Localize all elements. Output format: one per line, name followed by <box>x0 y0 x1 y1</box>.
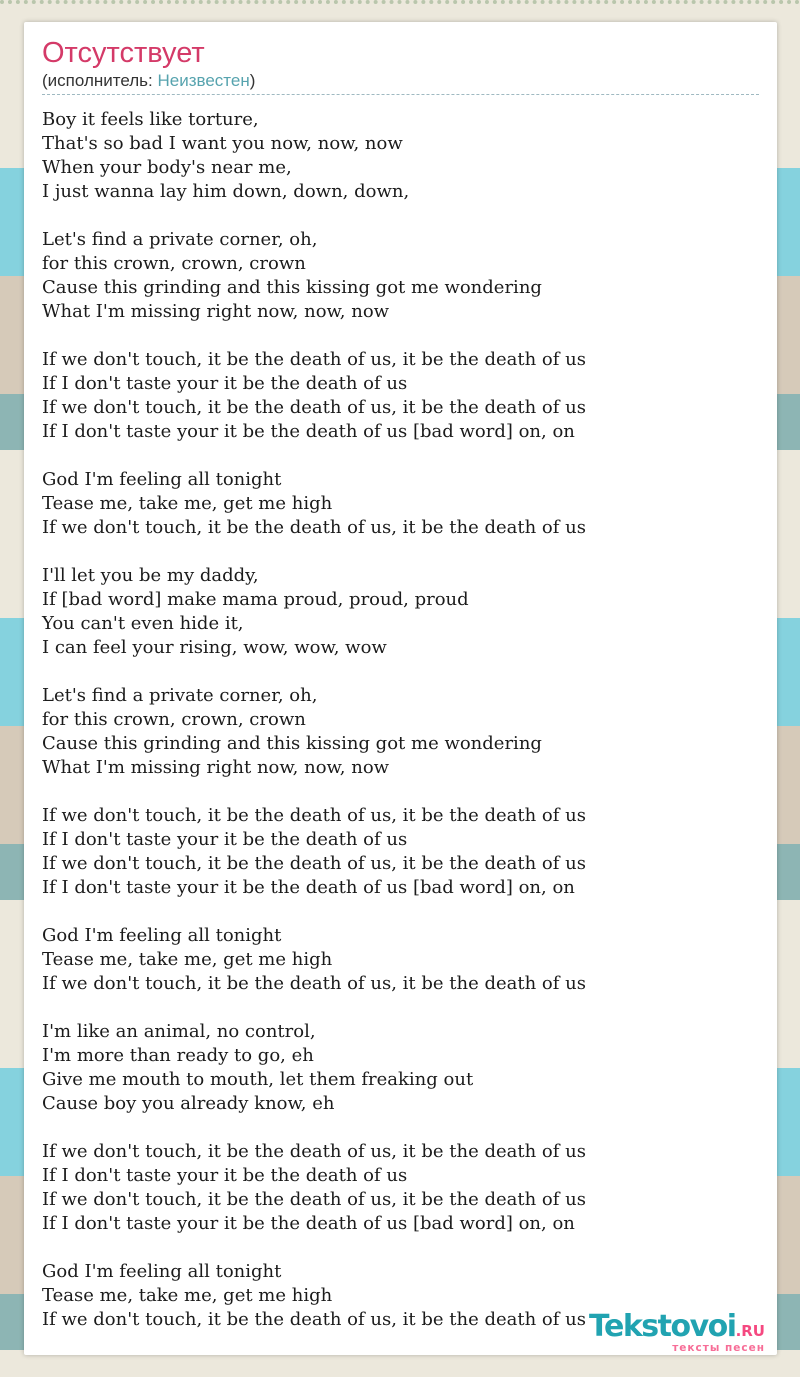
lyric-line: Let's find a private corner, oh, <box>42 685 318 706</box>
lyric-line: If we don't touch, it be the death of us, it be the death of us <box>42 1141 586 1162</box>
lyric-line: for this crown, crown, crown <box>42 709 306 730</box>
lyric-line: When your body's near me, <box>42 157 292 178</box>
lyric-line: If we don't touch, it be the death of us, it be the death of us <box>42 349 586 370</box>
stanza <box>42 684 759 780</box>
lyric-line: God I'm feeling all tonight <box>42 469 282 490</box>
lyric-line: If we don't touch, it be the death of us, it be the death of us <box>42 1189 586 1210</box>
lyric-line: I'm more than ready to go, eh <box>42 1045 314 1066</box>
site-logo-domain: .RU <box>735 1321 765 1340</box>
lyric-line: If we don't touch, it be the death of us, it be the death of us <box>42 517 586 538</box>
lyric-line: Cause boy you already know, eh <box>42 1093 335 1114</box>
top-stitch-border <box>0 0 800 4</box>
lyric-line: If I don't taste your it be the death of us [bad word] on, on <box>42 877 575 898</box>
artist-row <box>42 70 759 95</box>
lyric-line: If I don't taste your it be the death of us <box>42 829 408 850</box>
lyric-line: I'm like an animal, no control, <box>42 1021 316 1042</box>
stanza <box>42 228 759 324</box>
lyric-line: If I don't taste your it be the death of us <box>42 1165 408 1186</box>
stanza <box>42 348 759 444</box>
lyric-line: If [bad word] make mama proud, proud, proud <box>42 589 469 610</box>
lyric-line: If we don't touch, it be the death of us, it be the death of us <box>42 397 586 418</box>
lyric-line: God I'm feeling all tonight <box>42 1261 282 1282</box>
site-logo-wordmark <box>589 1308 765 1344</box>
lyric-line: Tease me, take me, get me high <box>42 1285 333 1306</box>
lyric-line: Tease me, take me, get me high <box>42 493 333 514</box>
site-logo-tagline: тексты песен <box>672 1341 765 1354</box>
lyric-line: God I'm feeling all tonight <box>42 925 282 946</box>
lyric-line: You can't even hide it, <box>42 613 244 634</box>
stanza <box>42 564 759 660</box>
artist-label-prefix: (исполнитель: <box>42 71 158 90</box>
lyric-line: If I don't taste your it be the death of us [bad word] on, on <box>42 1213 575 1234</box>
lyric-line: Give me mouth to mouth, let them freaking out <box>42 1069 474 1090</box>
artist-link[interactable]: Неизвестен <box>157 71 250 90</box>
site-logo[interactable] <box>589 1308 765 1354</box>
lyric-line: Let's find a private corner, oh, <box>42 229 318 250</box>
lyric-line: I just wanna lay him down, down, down, <box>42 181 410 202</box>
lyrics-card <box>24 22 777 1355</box>
lyric-line: Boy it feels like torture, <box>42 109 259 130</box>
lyric-line: If we don't touch, it be the death of us, it be the death of us <box>42 1309 586 1330</box>
lyric-line: Cause this grinding and this kissing got me wondering <box>42 733 542 754</box>
lyric-line: Cause this grinding and this kissing got me wondering <box>42 277 542 298</box>
lyric-line: If we don't touch, it be the death of us, it be the death of us <box>42 805 586 826</box>
lyric-line: If I don't taste your it be the death of us <box>42 373 408 394</box>
stanza <box>42 1020 759 1116</box>
stanza <box>42 108 759 204</box>
artist-label-suffix: ) <box>249 71 256 90</box>
lyric-line: for this crown, crown, crown <box>42 253 306 274</box>
lyric-line: That's so bad I want you now, now, now <box>42 133 403 154</box>
lyric-line: Tease me, take me, get me high <box>42 949 333 970</box>
lyric-line: If I don't taste your it be the death of us [bad word] on, on <box>42 421 575 442</box>
site-logo-name: Tekstovoi <box>589 1308 736 1344</box>
lyric-line: I can feel your rising, wow, wow, wow <box>42 637 387 658</box>
lyric-line: What I'm missing right now, now, now <box>42 301 390 322</box>
stanza <box>42 468 759 540</box>
stanza <box>42 924 759 996</box>
lyric-line: If we don't touch, it be the death of us, it be the death of us <box>42 973 586 994</box>
lyrics-text <box>42 108 759 1332</box>
lyric-line: What I'm missing right now, now, now <box>42 757 390 778</box>
stanza <box>42 804 759 900</box>
page-title: Отсутствует <box>42 37 205 69</box>
lyric-line: I'll let you be my daddy, <box>42 565 259 586</box>
stanza <box>42 1140 759 1236</box>
lyric-line: If we don't touch, it be the death of us, it be the death of us <box>42 853 586 874</box>
